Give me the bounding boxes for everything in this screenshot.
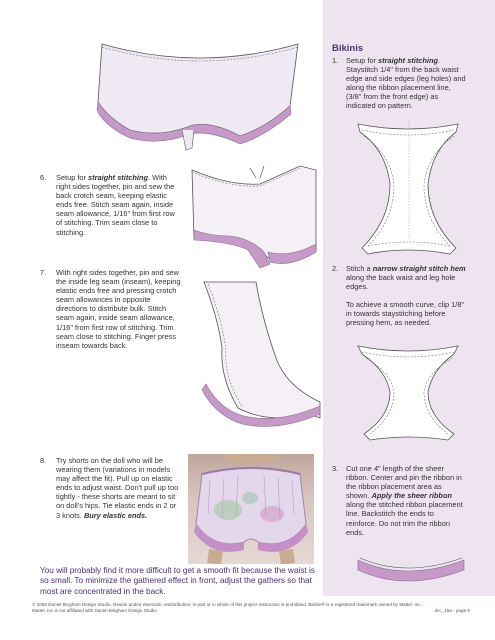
step-7-text: With right sides together, pin and sew the inside leg seam (inseam), keeping elastic ends free and pressing crotch seam allowances in opposite directions to distribute bulk. Stitch seam again, inside seam allowance, 1/16" from first row of stitching. Trim seam close to stitching. Finger press inseam towards back. (56, 268, 181, 350)
step-6-text (56, 173, 181, 237)
bikini-step-2-pre: Stitch a (346, 264, 373, 273)
crotch-seam-illustration (190, 160, 320, 270)
bikini-step-1-pre: Setup for (346, 56, 379, 65)
step-8-pre: Try shorts on the doll who will be wearing them (variations in models may affect the fit). Pull up on elastic ends to adjust waist. Don't pull up too tightly - these shorts are meant to sit on doll's hips. Tie elastic ends in 2 or 3 knots. (56, 456, 179, 520)
shorts-front-illustration (90, 38, 310, 158)
copyright-line-2-text: Mattel, Inc.is not affiliated with Daniel Bingham Design Studio. (32, 608, 159, 613)
bikini-step-3-text (346, 464, 466, 537)
step-8-text (56, 456, 182, 520)
bikini-step-3-pre: Cut one 4" length of the sheer ribbon. Center and pin the ribbon in the ribbon placement area as shown. (346, 464, 462, 501)
inseam-illustration (198, 278, 323, 428)
doll-shorts-drawing (188, 454, 314, 564)
bikini-pattern-illustration (354, 110, 464, 260)
bikini-hem-illustration (354, 336, 464, 446)
copyright-line-1: © 2008 Daniel Bingham Design Studio. Resale and/or electronic redistribution, in part or in whole of this project instruction is prohibited. Barbie® is a registered trademark owned by Mattel, Inc. (32, 602, 422, 607)
step-6-post: . With right sides together, pin and sew the back crotch seam, keeping elastic ends free. Stitch seam again, inside seam allowance, 1/16" from first row of stitching. Trim seam close to stitching. (56, 173, 175, 237)
bikini-step-1-emphasis: straight stitching (378, 56, 438, 65)
step-6-emphasis: straight stitching (88, 173, 148, 182)
page-number: dvc_15a - page 6 (434, 608, 470, 613)
step-8-emphasis: Bury elastic ends. (83, 510, 148, 520)
step-8-number: 8. (40, 456, 47, 465)
step-7-number: 7. (40, 268, 47, 277)
doll-shorts-photo (188, 454, 314, 564)
bikini-step-1-post: . Staystitch 1/4" from the back waist edge and side edges (leg holes) and along the ribbon placement line, (3/8" from the front edge) as indicated on pattern. (346, 56, 466, 111)
bikini-step-3-emphasis: Apply the sheer ribbon (371, 491, 452, 501)
bikini-step-2-emphasis: narrow straight stitch hem (372, 264, 466, 273)
copyright-line-2 (32, 608, 470, 614)
bikini-ribbon-illustration (356, 556, 466, 596)
bikini-step-3-number: 3. (332, 464, 339, 473)
copyright-footer (32, 602, 470, 614)
bikini-step-2-post: along the back waist and leg hole edges. (346, 273, 456, 292)
bikini-step-2-text (346, 264, 466, 291)
step-6-number: 6. (40, 173, 47, 182)
bikini-step-3-post: along the stitched ribbon placement line. Backstitch the ends to reinforce. Do not trim the ribbon ends. (346, 500, 463, 537)
bikini-step-1-number: 1. (332, 56, 339, 65)
bikinis-title: Bikinis (332, 43, 364, 54)
bikini-step-2-number: 2. (332, 264, 339, 273)
step-6-pre: Setup for (56, 173, 89, 182)
fit-tip: You will probably find it more difficult to get a smooth fit because the waist is so small. To minimize the gathered effect in front, adjust the gathers so that most are concentrated in the back. (40, 566, 315, 596)
bikini-step-1-text (346, 56, 466, 111)
bikini-step-2-note: To achieve a smooth curve, clip 1/8" in towards staystitching before pressing hem, as needed. (346, 300, 465, 328)
